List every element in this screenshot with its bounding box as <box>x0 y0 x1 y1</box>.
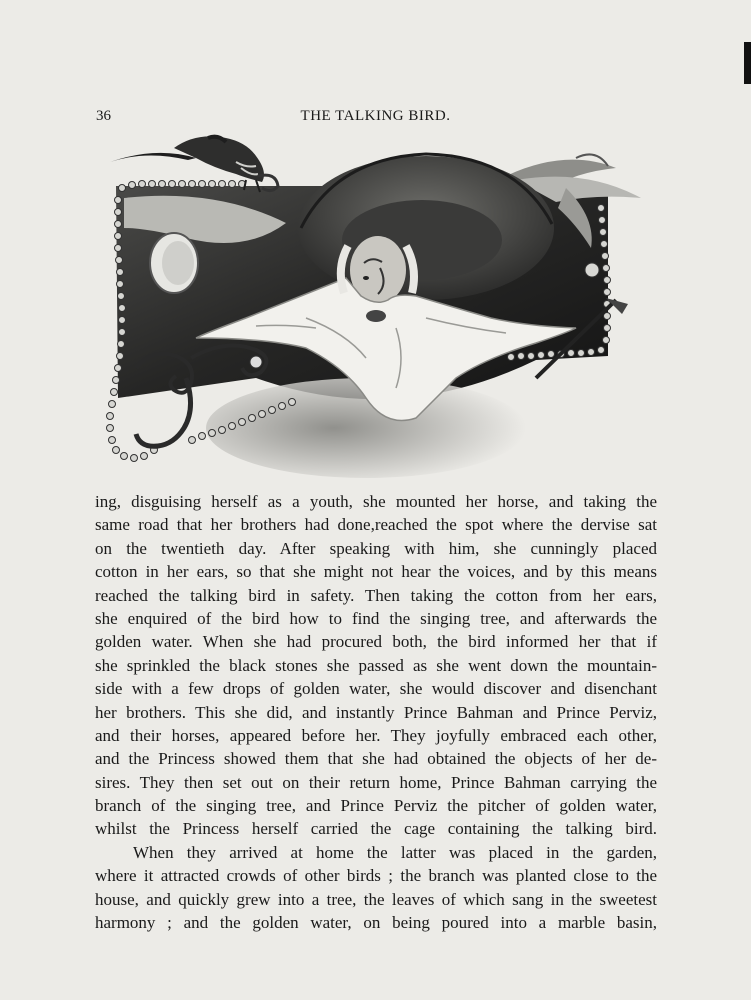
text-line: she sprinkled the black stones she passed as she went down the mountain- <box>95 655 657 675</box>
text-line: golden water. When she had procured both, the bird informed her that if <box>95 632 657 652</box>
text-line: cotton in her ears, so that she might not hear the voices, and by this means <box>95 562 657 582</box>
text-line: whilst the Princess herself carried the cage containing the talking bird. <box>95 819 657 839</box>
text-line: reached the talking bird in safety. Then taking the cotton from her ears, <box>95 585 657 605</box>
text-line: house, and quickly grew into a tree, the leaves of which sang in the sweetest <box>95 889 657 909</box>
text-line: she enquired of the bird how to find the singing tree, and afterwards the <box>95 608 657 628</box>
text-line: and their horses, appeared before her. They joyfully embraced each other, <box>95 725 657 745</box>
bearded-sage-illustration <box>96 128 656 490</box>
text-line: harmony ; and the golden water, on being poured into a marble basin, <box>95 913 657 933</box>
text-line: ing, disguising herself as a youth, she mounted her horse, and taking the <box>95 492 657 511</box>
text-line: sires. They then set out on their return home, Prince Bahman carrying the <box>95 772 657 792</box>
text-line: branch of the singing tree, and Prince Perviz the pitcher of golden water, <box>95 796 657 816</box>
body-text <box>95 490 657 934</box>
running-title: THE TALKING BIRD. <box>300 108 451 124</box>
text-line: side with a few drops of golden water, she would discover and disenchant <box>95 679 657 699</box>
text-line: same road that her brothers had done,reached the spot where the dervise sat <box>95 515 657 535</box>
text-line: on the twentieth day. After speaking with him, she cunningly placed <box>95 538 657 558</box>
text-line: where it attracted crowds of other birds ; the branch was planted close to the <box>95 866 657 886</box>
page-edge-mark <box>744 42 751 84</box>
page-number: 36 <box>96 108 111 124</box>
text-line: her brothers. This she did, and instantly Prince Bahman and Prince Perviz, <box>95 702 657 722</box>
text-line-paragraph-start: When they arrived at home the latter was placed in the garden, <box>133 842 657 862</box>
text-line: and the Princess showed them that she had obtained the objects of her de- <box>95 749 657 769</box>
